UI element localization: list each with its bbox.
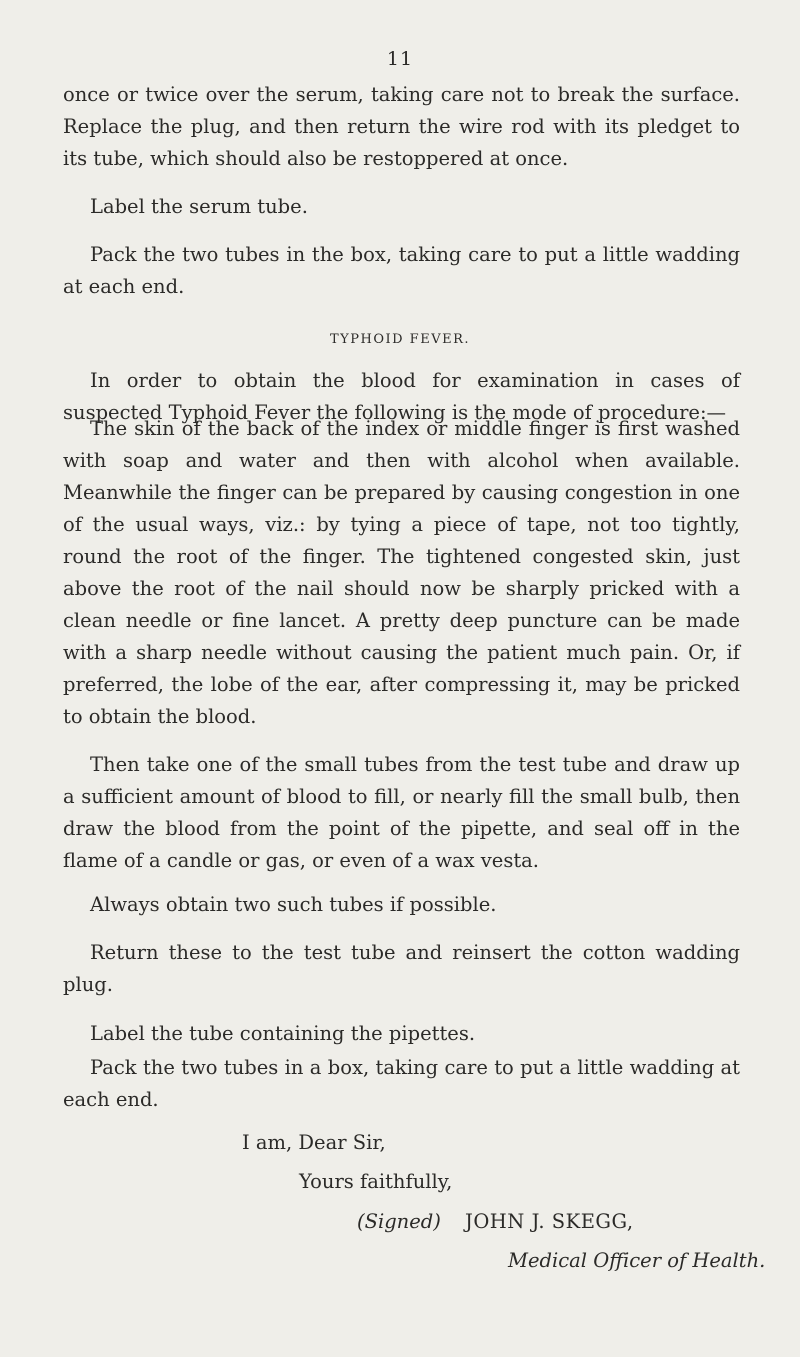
signature-closing: Yours faithfully, bbox=[299, 1170, 453, 1193]
signature-title: Medical Officer of Health. bbox=[508, 1249, 766, 1272]
section-heading-typhoid: TYPHOID FEVER. bbox=[330, 332, 470, 347]
paragraph-two-tubes: Always obtain two such tubes if possible. bbox=[90, 893, 497, 916]
paragraph-serum-continuation: once or twice over the serum, taking care not to break the surface. Replace the plug, and then return the wire rod with its pledget to its tube, which should also be restoppered at once. bbox=[63, 83, 740, 170]
paragraph-return-tubes: Return these to the test tube and reinsert the cotton wadding plug. bbox=[63, 941, 740, 996]
signature-signed-label: (Signed) bbox=[357, 1210, 441, 1233]
paragraph-label-pipettes: Label the tube containing the pipettes. bbox=[90, 1022, 476, 1045]
signature-name: JOHN J. SKEGG, bbox=[465, 1210, 634, 1233]
paragraph-pack-serum: Pack the two tubes in the box, taking care to put a little wadding at each end. bbox=[63, 243, 740, 298]
paragraph-pack-box: Pack the two tubes in a box, taking care to put a little wadding at each end. bbox=[63, 1056, 740, 1111]
paragraph-typhoid-intro: In order to obtain the blood for examination in cases of suspected Typhoid Fever the following is the mode of procedure:— bbox=[63, 369, 740, 424]
paragraph-typhoid-procedure: The skin of the back of the index or middle finger is first washed with soap and water and then with alcohol when available. Meanwhile the finger can be prepared by causing congestion in one of the usual ways, viz.: by tying a piece of tape, not too tightly, round the root of the finger. The tightened congested skin, just above the root of the nail should now be sharply pricked with a clean needle or fine lancet. A pretty deep puncture can be made with a sharp needle without causing the patient much pain. Or, if preferred, the lobe of the ear, after compressing it, may be pricked to obtain the blood. bbox=[63, 417, 740, 728]
signature-salutation: I am, Dear Sir, bbox=[242, 1131, 386, 1154]
page-number: 11 bbox=[386, 48, 414, 70]
paragraph-label-serum: Label the serum tube. bbox=[90, 195, 308, 218]
paragraph-typhoid-tubes: Then take one of the small tubes from the test tube and draw up a sufficient amount of blood to fill, or nearly fill the small bulb, then draw the blood from the point of the pipette, and seal off in the flame of a candle or gas, or even of a wax vesta. bbox=[63, 753, 740, 872]
